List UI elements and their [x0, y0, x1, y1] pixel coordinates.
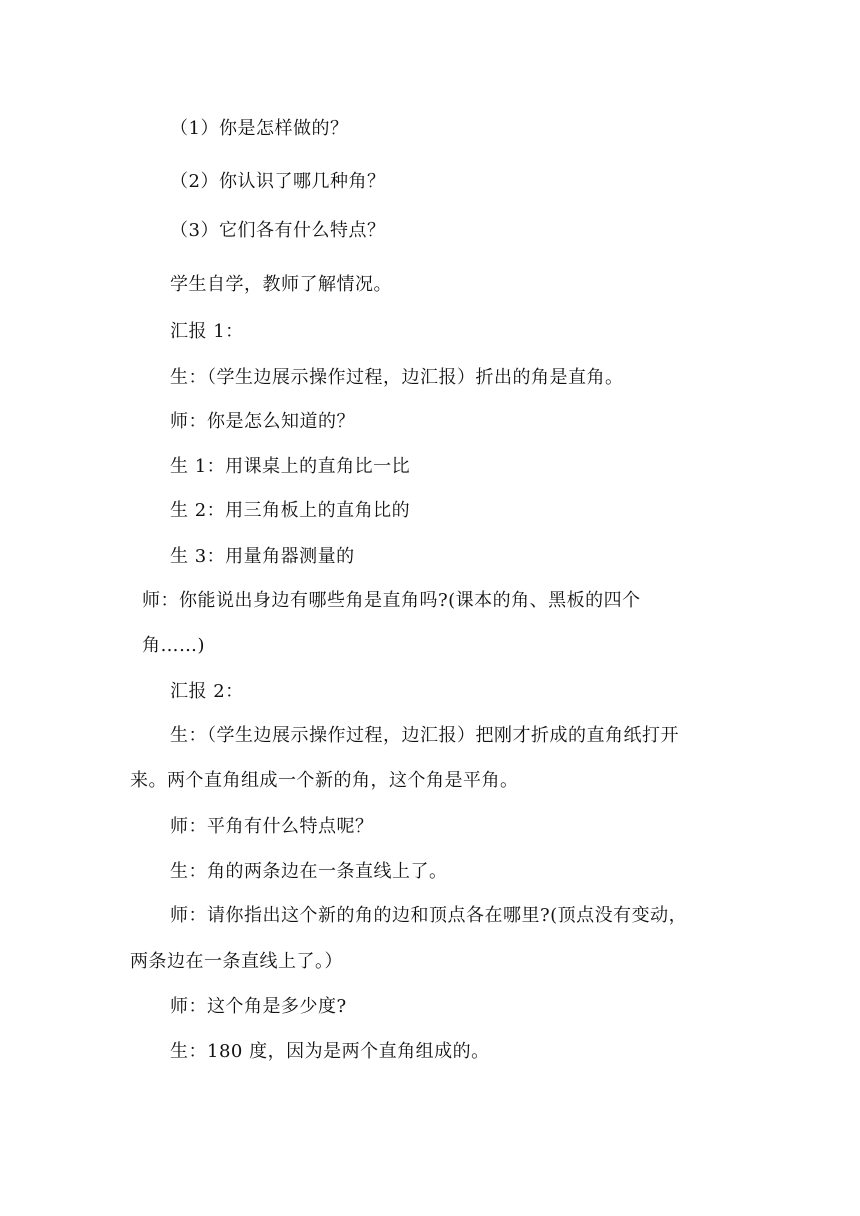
paragraph-self-study: 学生自学，教师了解情况。	[170, 274, 392, 295]
dialogue-line-continued: 两条边在一条直线上了。）	[130, 951, 343, 972]
dialogue-line: 生：角的两条边在一条直线上了。	[170, 861, 448, 882]
dialogue-line: 生 2：用三角板上的直角比的	[170, 500, 411, 521]
dialogue-line: 师：你是怎么知道的？	[170, 411, 355, 432]
question-2: （2）你认识了哪几种角？	[170, 171, 386, 192]
dialogue-line-continued: 来。两个直角组成一个新的角，这个角是平角。	[130, 770, 519, 791]
dialogue-line: 生 3：用量角器测量的	[170, 546, 355, 567]
dialogue-line: 师：平角有什么特点呢？	[170, 816, 374, 837]
report-1-heading: 汇报 1：	[170, 321, 244, 342]
dialogue-line: 师：请你指出这个新的角的边和顶点各在哪里?(顶点没有变动，	[170, 905, 688, 926]
dialogue-line: 生：180 度，因为是两个直角组成的。	[170, 1041, 490, 1062]
dialogue-line: 生 1：用课桌上的直角比一比	[170, 456, 411, 477]
dialogue-line: 师：你能说出身边有哪些角是直角吗?(课本的角、黑板的四个	[142, 590, 641, 611]
report-2-heading: 汇报 2：	[170, 681, 244, 702]
dialogue-line: 生：（学生边展示操作过程，边汇报）把刚才折成的直角纸打开	[170, 725, 679, 746]
dialogue-line: 生：（学生边展示操作过程，边汇报）折出的角是直角。	[170, 367, 624, 388]
question-1: （1）你是怎样做的？	[170, 118, 349, 139]
question-3: （3）它们各有什么特点？	[170, 220, 386, 241]
dialogue-line-continued: 角……)	[142, 635, 206, 656]
dialogue-line: 师：这个角是多少度?	[170, 996, 347, 1017]
